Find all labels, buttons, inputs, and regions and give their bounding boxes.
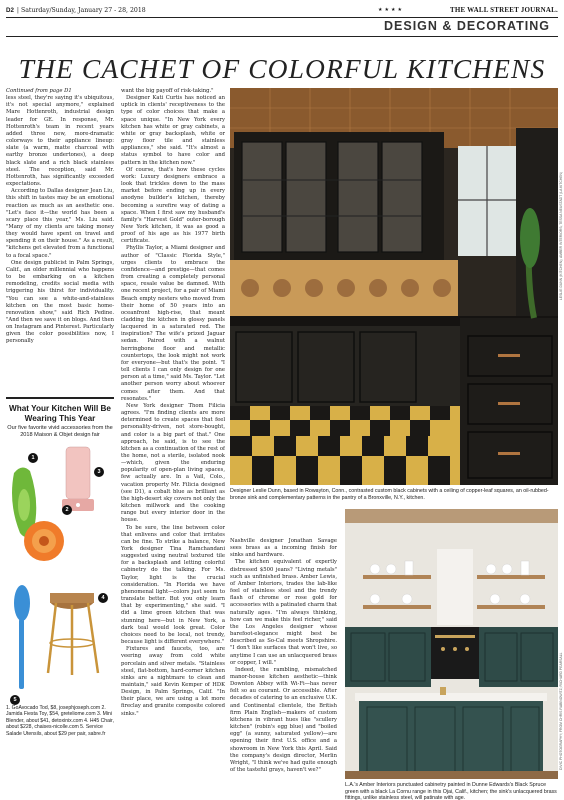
fiesta-toy-image	[24, 521, 64, 561]
paragraph: Fixtures and faucets, too, are veering away from cold white porcelain and silver metals. "Stainless steel, flat-bottom, hard-corner kitchen sinks are a nightmare to clean and maintain," said Kevin Kemper of HDK Design, in Palm Springs, Calif. "In their place, we are using a lot more fireclay and granite composite colored sinks."	[121, 646, 225, 717]
product-photos-image	[6, 443, 114, 705]
black-kitchen-image	[230, 88, 558, 485]
green-kitchen-image	[345, 509, 558, 779]
kitchen-photo-green-cabinets	[345, 509, 558, 779]
item-number-3: 3	[94, 467, 104, 477]
paragraph: Indeed, the rambling, mismatched manor-house kitchen aesthetic—think Downton Abbey with Wi-Fi—has never felt so au courant. Or accessible. After decades of catering to an exclusive U.K. and Continental clientele, the British firm Plain English—makers of custom kitchens in vibrant hues like "scullery kitchen" (robin's egg blue) and "boiled egg" (a sunny, saturated yellow)—are opening their first U.S. office and a showroom in New York this April. Said the company's design director, Merlin Wright, "I think we've had quite enough of the tasteful grays, haven't we?"	[230, 666, 337, 773]
paragraph: New York designer Thom Filicia agrees. "I'm finding clients are more determined to create spaces that feel personality-driven, not store-bought, and color is a big part of that." One approach, he said, is to see the kitchen as a continuation of the rest of the home, not a sterile, isolated nook—which, given the enduring popularity of open-plan living spaces, few actually are. In a Vail, Colo., vacation property Mr. Filicia designed (see D1), a cobalt blue as brilliant as the high-desert sky covers not only the kitchen millwork and the cooking range but every interior door in the house.	[121, 402, 225, 524]
sidebar-credits: 1. GoAvocado Tod, $8, josephjoseph.com 2. Jamida Fiesta Toy, $54, greteliome.com 3. Mini Blender, about $41, detoxinix.com 4. H45 Chair, about $228, chaises-nicolle.com 5. Service Salade Utensils, about $29 per pair, sabre.fr	[6, 705, 114, 737]
section-rule	[6, 36, 558, 37]
paragraph: According to Dallas designer Jean Liu, this shift in tastes may be an emotional reaction as much as an aesthetic one. "Let's face it—the world has been a scary place this year," Ms. Liu said. "Many of my clients are taking money they would have spent on travel and spending it on their house." As a result, "kitchens get elevated from a functional to a focal space."	[6, 188, 114, 259]
paragraph: Nashville designer Jonathan Savage sees brass as a incoming finish for sinks and hardware.	[230, 538, 337, 559]
paragraph: The kitchen equivalent of expertly distressed $500 jeans? "Living metals" such as unfinished brass. Amber Lewis, of Amber Interiors, trades the lab-like feel of stainless steel and the trendy flash of chrome or rose gold for accessories with a patinated charm that naturally ages. "I'm always thinking, how can we make this feel richer," said the Los Angeles designer whose barefoot-elegance might best be described as So-Cal meets Shropshire. "I don't like surfaces that won't live, so anytime I can use an unlacquered brass or copper, I will."	[230, 559, 337, 666]
newspaper-name: THE WALL STREET JOURNAL.	[449, 6, 558, 14]
paragraph: One design publicist in Palm Springs, Calif., an older millennial who happens to be embarking on a kitchen remodeling, credits social media with triggering his thirst for individuality. "You can see a white-and-stainless kitchen on the most basic home-renovation show," said Rich Pedine. "And then we save it on blogs. And then on Instagram and Pinterest. Particularly given the color possibilities now, I personally	[6, 259, 114, 345]
photo-credit-1: LESLIE DUNN (KITCHEN); AMBER INTERIORS; TESSA NEUSTADT (LA KITCHEN)	[559, 171, 563, 300]
issue-date: | Saturday/Sunday, January 27 - 28, 2018	[16, 6, 146, 14]
paragraph: Designer Kati Curtis has noticed an uptick in clients' receptiveness to the type of color choices that make a space unique. "In New York every kitchen has white or gray cabinets, a white or gray backsplash, white or gray floor tile and stainless appliances," she said. "It's almost a status symbol to have color and pattern in the kitchen now."	[121, 95, 225, 166]
headline: THE CACHET OF COLORFUL KITCHENS	[18, 53, 546, 84]
product-illustrations	[6, 443, 114, 705]
utensils-image	[14, 585, 30, 689]
item-number-1: 1	[28, 453, 38, 463]
article-column-4	[230, 538, 337, 774]
kitchen-photo-black-cabinets	[230, 88, 558, 485]
accessories-sidebar	[6, 397, 114, 794]
paragraph: To be sure, the line between color that enlivens and color that irritates can be fine. To strike a balance, New York designer Tina Ramchandani suggested using neutral textured tile for a backsplash and letting colorful cabinetry do the talking. For Ms. Taylor, light is the crucial consideration. "In Florida we have phenomenal light—colors just seem to translate better. But you only learn that by experimenting," she said. "I did a lime green kitchen that was stunning here—but in New York, a dark teal would look great. Color choices need to be local, not trendy, because light is different everywhere."	[121, 524, 225, 646]
page-header	[6, 4, 558, 16]
item-number-5: 5	[10, 695, 20, 705]
photo-caption-1: Designer Leslie Dunn, based in Rowayton, Conn., contrasted custom black cabinets with a ceiling of copper-leaf squares, an oil-rubbed-bronze sink and complementary patterns in the pantry of a Bronxville, N.Y., kitchen.	[230, 488, 549, 501]
sidebar-subtitle: Our five favorite vivid accessories from the 2018 Maison & Objet design fair	[7, 425, 113, 438]
continuation-note: Continued from page D1	[6, 88, 72, 94]
sidebar-title: What Your Kitchen Will Be Wearing This Year	[9, 404, 111, 423]
paragraph: less steel, they're saying it's ubiquitous, it's not special anymore," explained Mare Hottenroth, industrial design leader for GE. In response, Mr. Hottenroth's team in recent years added three new, more-dramatic colorways to their appliance lineup: slate (a warm, matte charcoal with earthy bronze undertones), a deep black slate and a rich black stainless steel. The reception, said Mr. Hottenroth, has significantly exceeded expectations.	[6, 95, 114, 188]
item-number-4: 4	[98, 593, 108, 603]
paragraph: Phyllis Taylor, a Miami designer and author of "Classic Florida Style," urges clients to embrace the confidence—and prestige—that comes from creating a completely personal space, resale value be damned. With one recent project, for a pair of Miami Beach empty nesters who moved from their home of 50 years into an oceanfront high-rise, that meant cladding the kitchen in glossy panels lacquered in a saturated red. The inspiration? The wife's prized Jaguar sedan. Paired with a walnut herringbone floor and metallic countertops, the look might not work for everyone—but that's the point. "I tell clients I can only design for one person at a time," said Ms. Taylor. "Let another person worry about whoever comes after them. And that resonates."	[121, 245, 225, 402]
blender-image	[62, 447, 94, 511]
article-column-1	[6, 88, 114, 346]
chair-image	[48, 593, 98, 675]
edition-stars: ★★★★	[378, 7, 404, 13]
header-rule	[6, 17, 558, 18]
item-number-2: 2	[62, 505, 72, 515]
photo-credit-2: DIVIC PHOTOGRAPHY; FROM CHRIS RABINOWITZ; RICHARD PEARSALL	[559, 652, 563, 770]
paragraph: Of course, that's how these cycles work: Luxury designers embrace a look that trickles down to the mass market before ending up in every anodyne builder's kitchen, thereby becoming a surefire way of dating a space. When I first saw my husband's family's "Harvest Gold" outer-borough New York kitchen, it was as good a proof of his age as his 1977 birth certificate.	[121, 166, 225, 245]
photo-caption-2: L.A.'s Amber Interiors punctuated cabinetry painted in Dunne Edwards's Black Spruce green with a black La Cornu range in this Ojai, Calif., kitchen; the sink's unlacquered brass fittings, unlike stainless steel, will patinate with age.	[345, 782, 557, 800]
page-number: D2	[6, 6, 14, 14]
paragraph: want the big payoff of risk-taking."	[121, 88, 214, 94]
article-column-2	[121, 88, 225, 796]
section-title: DESIGN & DECORATING	[384, 19, 550, 33]
